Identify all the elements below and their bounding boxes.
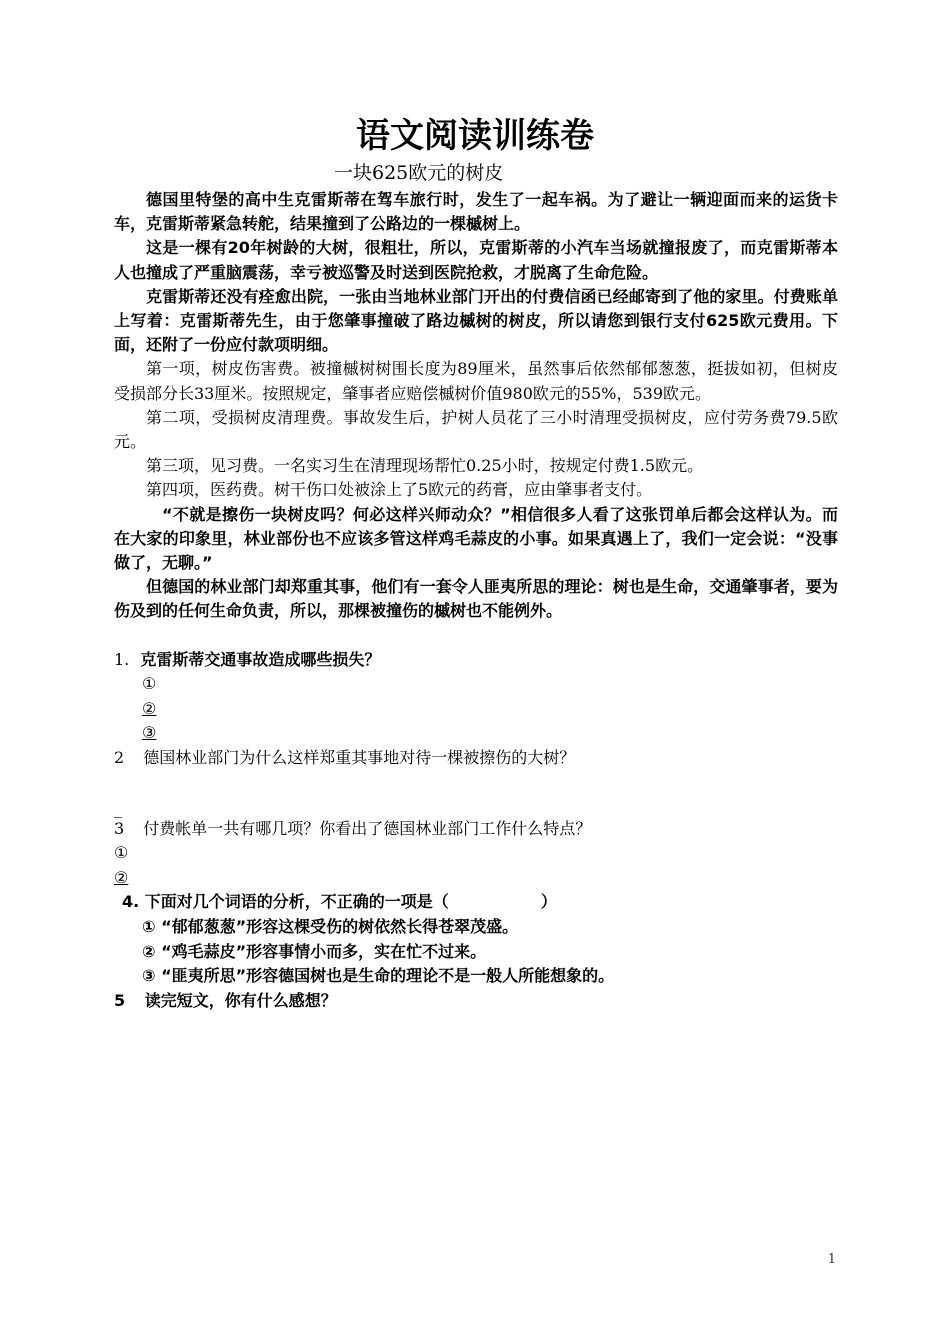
question-text: 下面对几个词语的分析，不正确的一项是（ [144, 892, 449, 912]
answer-option: ① [114, 843, 129, 863]
question-number: 5 [114, 990, 126, 1010]
question-3 [114, 817, 838, 842]
question-number: 2 [114, 748, 125, 768]
answer-option: ③ [142, 723, 157, 743]
question-text: 德国林业部门为什么这样郑重其事地对待一棵被擦伤的大树？ [143, 748, 576, 768]
question-text: 付费帐单一共有哪几项？你看出了德国林业部门工作什么特点？ [143, 818, 592, 838]
paragraph: 第二项，受损树皮清理费。事故发生后，护树人员花了三小时清理受损树皮，应付劳务费79.5欧元。 [114, 407, 838, 452]
answer-option: ② “鸡毛蒜皮”形容事情小而多，实在忙不过来。 [142, 941, 487, 961]
paragraph: 第一项，树皮伤害费。被撞槭树树围长度为89厘米，虽然事后依然郁郁葱葱，挺拔如初，但树皮受损部分长33厘米。按照规定，肇事者应赔偿槭树价值980欧元的55%，539欧元。 [114, 359, 838, 403]
question-5 [114, 989, 838, 1014]
answer-option: ③ “匪夷所思”形容德国树也是生命的理论不是一般人所能想象的。 [142, 966, 615, 986]
question-2 [114, 746, 838, 771]
question-number: 1. [114, 649, 130, 669]
question-1 [114, 648, 838, 673]
answer-line: _ [114, 798, 122, 818]
question-text: 读完短文，你有什么感想？ [144, 990, 337, 1010]
paragraph: 第四项，医药费。树干伤口处被涂上了5欧元的药膏，应由肇事者支付。 [146, 480, 653, 500]
answer-option: ① “郁郁葱葱”形容这棵受伤的树依然长得苍翠茂盛。 [142, 917, 519, 936]
paragraph: “不就是擦伤一块树皮吗？何必这样兴师动众？”相信很多人看了这张罚单后都会这样认为。而在大家的印象里，林业部份也不应该多管这样鸡毛蒜皮的小事。如果真遇上了，我们一定会说：“没事做了，无聊。” [114, 504, 838, 573]
page-number: 1 [827, 1252, 836, 1267]
answer-option: ① [142, 674, 157, 694]
question-number: 3 [114, 818, 125, 838]
article-body [114, 188, 838, 1013]
question-number: 4. [122, 892, 140, 912]
questions-section [114, 648, 838, 1014]
question-bracket: ） [540, 892, 557, 912]
question-text: 克雷斯蒂交通事故造成哪些损失？ [140, 649, 381, 669]
article-title: 一块625欧元的树皮 [334, 162, 504, 184]
answer-option: ② [114, 867, 129, 887]
paragraph: 第三项，见习费。一名实习生在清理现场帮忙0.25小时，按规定付费1.5欧元。 [146, 456, 704, 476]
paragraph: 德国里特堡的高中生克雷斯蒂在驾车旅行时，发生了一起车祸。为了避让一辆迎面而来的运货卡车，克雷斯蒂紧急转舵，结果撞到了公路边的一棵槭树上。 [114, 190, 838, 234]
answer-option: ② [142, 698, 157, 718]
question-4 [114, 890, 838, 915]
paragraph: 克雷斯蒂还没有痊愈出院，一张由当地林业部门开出的付费信函已经邮寄到了他的家里。付费账单上写着：克雷斯蒂先生，由于您肇事撞破了路边槭树的树皮，所以请您到银行支付625欧元费用。下面，还附了一份应付款项明细。 [114, 286, 838, 355]
page-title: 语文阅读训练卷 [356, 116, 594, 156]
paragraph: 这是一棵有20年树龄的大树，很粗壮，所以，克雷斯蒂的小汽车当场就撞报废了，而克雷斯蒂本人也撞成了严重脑震荡，幸亏被巡警及时送到医院抢救，才脱离了生命危险。 [114, 238, 838, 282]
paragraph: 但德国的林业部门却郑重其事，他们有一套令人匪夷所思的理论：树也是生命，交通肇事者，要为伤及到的任何生命负责，所以，那棵被撞伤的槭树也不能例外。 [114, 577, 838, 621]
